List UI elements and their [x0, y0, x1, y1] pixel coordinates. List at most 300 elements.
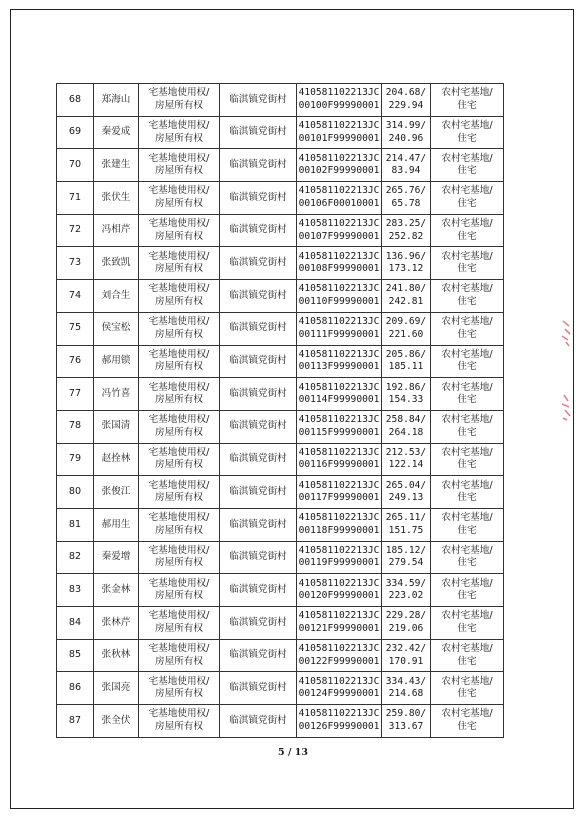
land-use-cell — [431, 639, 504, 672]
land-use-cell-line: 农村宅基地/ — [441, 120, 493, 132]
owner-name-cell: 赵拴林 — [94, 443, 139, 476]
location-cell: 临淇镇党街村 — [220, 476, 297, 509]
unit-code-cell — [297, 574, 382, 607]
land-use-cell-line: 农村宅基地/ — [441, 675, 493, 687]
table-row — [57, 149, 504, 182]
row-number-cell: 73 — [57, 247, 94, 280]
location-cell: 临淇镇党街村 — [220, 116, 297, 149]
area-cell — [382, 607, 431, 640]
land-use-cell — [431, 705, 504, 738]
land-use-cell-line: 住宅 — [457, 655, 477, 667]
land-use-cell-line: 住宅 — [457, 720, 477, 732]
area-cell — [382, 116, 431, 149]
unit-code-cell-line: 00118F99990001 — [298, 524, 380, 536]
unit-code-cell-line: 410581102213JC — [298, 348, 380, 360]
land-use-cell-line: 住宅 — [457, 688, 477, 700]
right-type-cell-line: 房屋所有权 — [155, 426, 203, 438]
land-use-cell-line: 住宅 — [457, 590, 477, 602]
table-row — [57, 541, 504, 574]
location-cell: 临淇镇党街村 — [220, 84, 297, 117]
owner-name-cell: 张林芹 — [94, 607, 139, 640]
right-type-cell-line: 宅基地使用权/ — [148, 316, 210, 328]
owner-name-cell: 张俊江 — [94, 476, 139, 509]
land-use-cell-line: 住宅 — [457, 197, 477, 209]
area-cell — [382, 410, 431, 443]
unit-code-cell-line: 410581102213JC — [298, 512, 380, 524]
area-cell-line: 314.99/ — [385, 120, 427, 132]
unit-code-cell-line: 410581102213JC — [298, 643, 380, 655]
unit-code-cell-line: 00119F99990001 — [298, 557, 380, 569]
location-cell: 临淇镇党街村 — [220, 541, 297, 574]
right-type-cell-line: 宅基地使用权/ — [148, 152, 210, 164]
land-use-cell-line: 住宅 — [457, 328, 477, 340]
unit-code-cell — [297, 280, 382, 313]
area-cell — [382, 84, 431, 117]
area-cell-line: 252.82 — [388, 230, 424, 242]
area-cell — [382, 214, 431, 247]
right-type-cell-line: 宅基地使用权/ — [148, 643, 210, 655]
area-cell — [382, 182, 431, 215]
table-row — [57, 312, 504, 345]
land-use-cell-line: 农村宅基地/ — [441, 610, 493, 622]
unit-code-cell — [297, 639, 382, 672]
area-cell-line: 279.54 — [388, 557, 424, 569]
right-type-cell-line: 房屋所有权 — [155, 492, 203, 504]
right-type-cell-line: 房屋所有权 — [155, 720, 203, 732]
right-type-cell — [139, 410, 220, 443]
owner-name-cell: 张金林 — [94, 574, 139, 607]
area-cell-line: 334.43/ — [385, 675, 427, 687]
location-cell: 临淇镇党街村 — [220, 312, 297, 345]
land-use-cell — [431, 378, 504, 411]
area-cell-line: 283.25/ — [385, 218, 427, 230]
land-use-cell-line: 农村宅基地/ — [441, 250, 493, 262]
unit-code-cell-line: 00116F99990001 — [298, 459, 380, 471]
right-type-cell-line: 宅基地使用权/ — [148, 87, 210, 99]
area-cell-line: 232.42/ — [385, 643, 427, 655]
location-cell: 临淇镇党街村 — [220, 378, 297, 411]
owner-name-cell: 侯宝松 — [94, 312, 139, 345]
owner-name-cell: 秦爱增 — [94, 541, 139, 574]
location-cell: 临淇镇党街村 — [220, 247, 297, 280]
land-use-cell — [431, 214, 504, 247]
right-type-cell-line: 房屋所有权 — [155, 622, 203, 634]
right-type-cell-line: 房屋所有权 — [155, 132, 203, 144]
unit-code-cell-line: 00122F99990001 — [298, 655, 380, 667]
unit-code-cell-line: 410581102213JC — [298, 544, 380, 556]
area-cell-line: 223.02 — [388, 590, 424, 602]
right-type-cell — [139, 443, 220, 476]
land-use-cell-line: 农村宅基地/ — [441, 316, 493, 328]
location-cell: 临淇镇党街村 — [220, 672, 297, 705]
land-use-cell — [431, 182, 504, 215]
land-use-cell-line: 农村宅基地/ — [441, 283, 493, 295]
land-use-cell-line: 住宅 — [457, 230, 477, 242]
location-cell: 临淇镇党街村 — [220, 410, 297, 443]
area-cell-line: 258.84/ — [385, 414, 427, 426]
land-use-cell-line: 农村宅基地/ — [441, 544, 493, 556]
land-use-cell-line: 住宅 — [457, 557, 477, 569]
area-cell-line: 229.94 — [388, 99, 424, 111]
right-type-cell-line: 宅基地使用权/ — [148, 120, 210, 132]
registry-table-body — [57, 84, 504, 738]
table-row — [57, 410, 504, 443]
unit-code-cell-line: 00101F99990001 — [298, 132, 380, 144]
table-row — [57, 84, 504, 117]
land-use-cell-line: 住宅 — [457, 524, 477, 536]
location-cell: 临淇镇党街村 — [220, 443, 297, 476]
area-cell — [382, 280, 431, 313]
land-use-cell-line: 住宅 — [457, 263, 477, 275]
right-type-cell-line: 宅基地使用权/ — [148, 479, 210, 491]
owner-name-cell: 张建生 — [94, 149, 139, 182]
right-type-cell-line: 房屋所有权 — [155, 557, 203, 569]
unit-code-cell-line: 00106F00010001 — [298, 197, 380, 209]
unit-code-cell-line: 00117F99990001 — [298, 492, 380, 504]
land-use-cell — [431, 443, 504, 476]
right-type-cell-line: 宅基地使用权/ — [148, 610, 210, 622]
row-number-cell: 72 — [57, 214, 94, 247]
unit-code-cell-line: 410581102213JC — [298, 152, 380, 164]
unit-code-cell-line: 410581102213JC — [298, 708, 380, 720]
table-row — [57, 672, 504, 705]
unit-code-cell — [297, 410, 382, 443]
land-use-cell-line: 住宅 — [457, 492, 477, 504]
right-type-cell — [139, 508, 220, 541]
right-type-cell — [139, 84, 220, 117]
right-type-cell-line: 宅基地使用权/ — [148, 218, 210, 230]
right-type-cell-line: 宅基地使用权/ — [148, 414, 210, 426]
table-row — [57, 345, 504, 378]
land-use-cell-line: 住宅 — [457, 99, 477, 111]
unit-code-cell-line: 410581102213JC — [298, 87, 380, 99]
land-use-cell — [431, 149, 504, 182]
right-type-cell-line: 房屋所有权 — [155, 688, 203, 700]
unit-code-cell-line: 00121F99990001 — [298, 622, 380, 634]
unit-code-cell — [297, 182, 382, 215]
location-cell: 临淇镇党街村 — [220, 508, 297, 541]
land-use-cell-line: 农村宅基地/ — [441, 479, 493, 491]
right-type-cell — [139, 149, 220, 182]
row-number-cell: 78 — [57, 410, 94, 443]
area-cell-line: 185.12/ — [385, 544, 427, 556]
seal-fragment-icon — [559, 318, 573, 348]
unit-code-cell — [297, 607, 382, 640]
unit-code-cell-line: 00114F99990001 — [298, 394, 380, 406]
row-number-cell: 85 — [57, 639, 94, 672]
unit-code-cell — [297, 84, 382, 117]
land-use-cell-line: 农村宅基地/ — [441, 87, 493, 99]
land-use-cell-line: 住宅 — [457, 394, 477, 406]
area-cell-line: 265.04/ — [385, 479, 427, 491]
right-type-cell-line: 房屋所有权 — [155, 165, 203, 177]
right-type-cell — [139, 378, 220, 411]
right-type-cell-line: 房屋所有权 — [155, 590, 203, 602]
right-type-cell — [139, 476, 220, 509]
row-number-cell: 76 — [57, 345, 94, 378]
location-cell: 临淇镇党街村 — [220, 607, 297, 640]
unit-code-cell — [297, 214, 382, 247]
unit-code-cell-line: 00124F99990001 — [298, 688, 380, 700]
right-type-cell-line: 宅基地使用权/ — [148, 446, 210, 458]
area-cell-line: 214.68 — [388, 688, 424, 700]
owner-name-cell: 冯相芹 — [94, 214, 139, 247]
row-number-cell: 87 — [57, 705, 94, 738]
right-type-cell-line: 房屋所有权 — [155, 99, 203, 111]
right-type-cell — [139, 705, 220, 738]
area-cell — [382, 705, 431, 738]
owner-name-cell: 张全伏 — [94, 705, 139, 738]
right-type-cell — [139, 280, 220, 313]
land-use-cell — [431, 476, 504, 509]
unit-code-cell — [297, 705, 382, 738]
right-type-cell-line: 宅基地使用权/ — [148, 381, 210, 393]
area-cell-line: 219.06 — [388, 622, 424, 634]
table-row — [57, 378, 504, 411]
owner-name-cell: 张致凯 — [94, 247, 139, 280]
table-row — [57, 214, 504, 247]
area-cell-line: 122.14 — [388, 459, 424, 471]
area-cell-line: 229.28/ — [385, 610, 427, 622]
area-cell-line: 313.67 — [388, 720, 424, 732]
land-use-cell-line: 农村宅基地/ — [441, 512, 493, 524]
location-cell: 临淇镇党街村 — [220, 214, 297, 247]
land-use-cell-line: 住宅 — [457, 426, 477, 438]
right-type-cell-line: 房屋所有权 — [155, 394, 203, 406]
unit-code-cell-line: 410581102213JC — [298, 250, 380, 262]
area-cell-line: 259.80/ — [385, 708, 427, 720]
land-use-cell — [431, 607, 504, 640]
owner-name-cell: 郝用锁 — [94, 345, 139, 378]
area-cell-line: 249.13 — [388, 492, 424, 504]
unit-code-cell-line: 00100F99990001 — [298, 99, 380, 111]
right-type-cell — [139, 312, 220, 345]
row-number-cell: 74 — [57, 280, 94, 313]
unit-code-cell-line: 00111F99990001 — [298, 328, 380, 340]
land-use-cell-line: 住宅 — [457, 295, 477, 307]
row-number-cell: 69 — [57, 116, 94, 149]
land-use-cell — [431, 312, 504, 345]
right-type-cell — [139, 672, 220, 705]
land-use-cell-line: 农村宅基地/ — [441, 577, 493, 589]
unit-code-cell — [297, 443, 382, 476]
right-type-cell-line: 房屋所有权 — [155, 263, 203, 275]
table-row — [57, 476, 504, 509]
area-cell — [382, 476, 431, 509]
row-number-cell: 70 — [57, 149, 94, 182]
land-use-cell-line: 住宅 — [457, 361, 477, 373]
land-use-cell-line: 农村宅基地/ — [441, 152, 493, 164]
area-cell — [382, 312, 431, 345]
unit-code-cell-line: 410581102213JC — [298, 283, 380, 295]
owner-name-cell: 冯竹喜 — [94, 378, 139, 411]
area-cell-line: 265.11/ — [385, 512, 427, 524]
row-number-cell: 75 — [57, 312, 94, 345]
right-type-cell-line: 房屋所有权 — [155, 459, 203, 471]
owner-name-cell: 郑海山 — [94, 84, 139, 117]
area-cell-line: 209.69/ — [385, 316, 427, 328]
area-cell-line: 264.18 — [388, 426, 424, 438]
land-use-cell-line: 农村宅基地/ — [441, 185, 493, 197]
unit-code-cell — [297, 345, 382, 378]
unit-code-cell — [297, 476, 382, 509]
unit-code-cell-line: 00108F99990001 — [298, 263, 380, 275]
right-type-cell — [139, 214, 220, 247]
area-cell — [382, 443, 431, 476]
unit-code-cell-line: 410581102213JC — [298, 218, 380, 230]
land-use-cell — [431, 247, 504, 280]
location-cell: 临淇镇党街村 — [220, 345, 297, 378]
location-cell: 临淇镇党街村 — [220, 182, 297, 215]
right-type-cell-line: 宅基地使用权/ — [148, 544, 210, 556]
area-cell — [382, 574, 431, 607]
land-use-cell — [431, 410, 504, 443]
unit-code-cell — [297, 672, 382, 705]
right-type-cell-line: 房屋所有权 — [155, 230, 203, 242]
table-row — [57, 247, 504, 280]
right-type-cell — [139, 574, 220, 607]
owner-name-cell: 刘合生 — [94, 280, 139, 313]
table-row — [57, 639, 504, 672]
land-use-cell-line: 农村宅基地/ — [441, 348, 493, 360]
location-cell: 临淇镇党街村 — [220, 574, 297, 607]
land-use-cell-line: 农村宅基地/ — [441, 446, 493, 458]
location-cell: 临淇镇党街村 — [220, 705, 297, 738]
unit-code-cell — [297, 378, 382, 411]
unit-code-cell — [297, 541, 382, 574]
land-use-cell-line: 住宅 — [457, 165, 477, 177]
right-type-cell-line: 房屋所有权 — [155, 361, 203, 373]
area-cell-line: 185.11 — [388, 361, 424, 373]
area-cell-line: 173.12 — [388, 263, 424, 275]
row-number-cell: 79 — [57, 443, 94, 476]
unit-code-cell-line: 410581102213JC — [298, 381, 380, 393]
right-type-cell-line: 宅基地使用权/ — [148, 577, 210, 589]
right-type-cell — [139, 607, 220, 640]
owner-name-cell: 张伏生 — [94, 182, 139, 215]
area-cell — [382, 541, 431, 574]
land-use-cell — [431, 508, 504, 541]
row-number-cell: 68 — [57, 84, 94, 117]
land-use-cell — [431, 345, 504, 378]
right-type-cell-line: 房屋所有权 — [155, 328, 203, 340]
area-cell-line: 192.86/ — [385, 381, 427, 393]
area-cell-line: 65.78 — [391, 197, 421, 209]
unit-code-cell — [297, 312, 382, 345]
area-cell — [382, 672, 431, 705]
land-use-cell-line: 农村宅基地/ — [441, 414, 493, 426]
land-use-cell-line: 住宅 — [457, 132, 477, 144]
right-type-cell — [139, 345, 220, 378]
unit-code-cell-line: 00120F99990001 — [298, 590, 380, 602]
row-number-cell: 86 — [57, 672, 94, 705]
land-use-cell — [431, 574, 504, 607]
owner-name-cell: 秦爱成 — [94, 116, 139, 149]
area-cell-line: 241.80/ — [385, 283, 427, 295]
area-cell-line: 83.94 — [391, 165, 421, 177]
right-type-cell-line: 宅基地使用权/ — [148, 348, 210, 360]
unit-code-cell-line: 410581102213JC — [298, 675, 380, 687]
area-cell-line: 334.59/ — [385, 577, 427, 589]
right-type-cell-line: 宅基地使用权/ — [148, 185, 210, 197]
table-row — [57, 116, 504, 149]
area-cell-line: 205.86/ — [385, 348, 427, 360]
land-use-cell-line: 农村宅基地/ — [441, 643, 493, 655]
unit-code-cell-line: 00126F99990001 — [298, 720, 380, 732]
unit-code-cell-line: 410581102213JC — [298, 316, 380, 328]
right-type-cell-line: 宅基地使用权/ — [148, 675, 210, 687]
unit-code-cell — [297, 508, 382, 541]
right-type-cell — [139, 247, 220, 280]
unit-code-cell-line: 00102F99990001 — [298, 165, 380, 177]
land-use-cell — [431, 672, 504, 705]
land-use-cell — [431, 280, 504, 313]
table-row — [57, 508, 504, 541]
unit-code-cell-line: 00107F99990001 — [298, 230, 380, 242]
area-cell-line: 204.68/ — [385, 87, 427, 99]
land-use-cell — [431, 116, 504, 149]
area-cell — [382, 639, 431, 672]
land-use-cell — [431, 541, 504, 574]
area-cell — [382, 345, 431, 378]
right-type-cell — [139, 116, 220, 149]
right-type-cell-line: 宅基地使用权/ — [148, 708, 210, 720]
area-cell — [382, 149, 431, 182]
row-number-cell: 77 — [57, 378, 94, 411]
right-type-cell-line: 房屋所有权 — [155, 295, 203, 307]
table-row — [57, 182, 504, 215]
location-cell: 临淇镇党街村 — [220, 280, 297, 313]
table-row — [57, 607, 504, 640]
page-number: 5 / 13 — [278, 747, 308, 758]
unit-code-cell — [297, 247, 382, 280]
seal-fragment-icon — [559, 392, 573, 422]
right-type-cell — [139, 182, 220, 215]
owner-name-cell: 张国清 — [94, 410, 139, 443]
unit-code-cell-line: 410581102213JC — [298, 446, 380, 458]
land-use-cell-line: 住宅 — [457, 459, 477, 471]
area-cell-line: 242.81 — [388, 295, 424, 307]
unit-code-cell-line: 410581102213JC — [298, 185, 380, 197]
unit-code-cell-line: 410581102213JC — [298, 414, 380, 426]
land-use-cell-line: 住宅 — [457, 622, 477, 634]
area-cell — [382, 508, 431, 541]
right-type-cell-line: 房屋所有权 — [155, 197, 203, 209]
right-type-cell — [139, 639, 220, 672]
table-row — [57, 443, 504, 476]
area-cell-line: 170.91 — [388, 655, 424, 667]
unit-code-cell — [297, 116, 382, 149]
unit-code-cell-line: 410581102213JC — [298, 120, 380, 132]
area-cell-line: 136.96/ — [385, 250, 427, 262]
row-number-cell: 84 — [57, 607, 94, 640]
table-row — [57, 705, 504, 738]
table-row — [57, 280, 504, 313]
area-cell-line: 214.47/ — [385, 152, 427, 164]
row-number-cell: 83 — [57, 574, 94, 607]
unit-code-cell-line: 00110F99990001 — [298, 295, 380, 307]
right-type-cell-line: 宅基地使用权/ — [148, 283, 210, 295]
land-use-cell-line: 农村宅基地/ — [441, 381, 493, 393]
land-use-cell — [431, 84, 504, 117]
unit-code-cell-line: 410581102213JC — [298, 610, 380, 622]
land-use-cell-line: 农村宅基地/ — [441, 708, 493, 720]
row-number-cell: 80 — [57, 476, 94, 509]
row-number-cell: 71 — [57, 182, 94, 215]
right-type-cell-line: 宅基地使用权/ — [148, 512, 210, 524]
area-cell-line: 265.76/ — [385, 185, 427, 197]
right-type-cell-line: 宅基地使用权/ — [148, 250, 210, 262]
